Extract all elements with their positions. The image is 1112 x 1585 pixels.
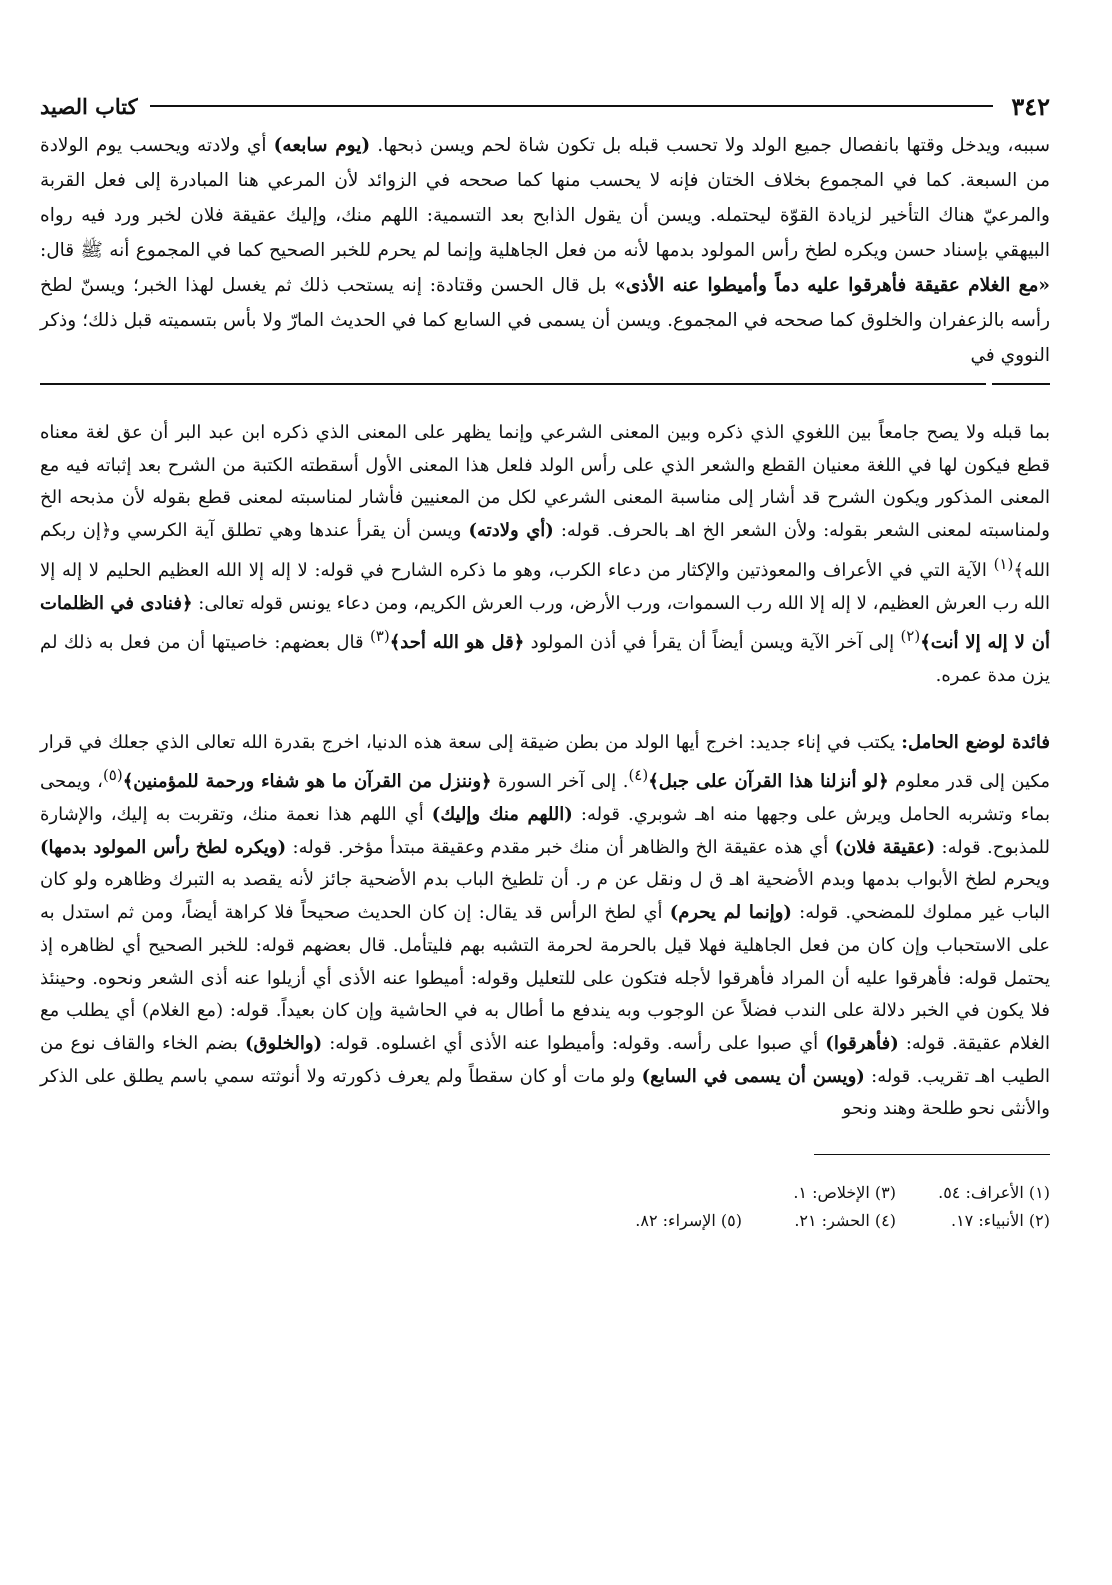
text-run: ولو مات أو كان سقطاً ولم يعرف ذكورته ولا أنوثته سمي باسم يطلق على الذكر والأنثى نحو طلحة وهند ونحو [40,1065,1050,1120]
bold-term: (اللهم منك وإليك) [431,804,573,826]
footnote-ref: (٣) [369,627,390,646]
footnote-2: (٢) الأنبياء: ١٧. [950,1211,1050,1231]
text-run: ، ويمحى بماء وتشربه الحامل ويرش على وجهها منه اهـ شوبري. قوله: [40,771,1050,826]
text-run: سببه، ويدخل وقتها بانفصال جميع الولد ولا تحسب قبله بل تكون شاة لحم ويسن ذبحها. [370,135,1050,156]
footnote-row [40,1207,1050,1235]
book-title: كتاب الصيد [40,93,138,119]
bold-quran-quote: ﴿فنادى في الظلمات أن لا إله إلا أنت﴾ [40,592,1050,654]
header-rule [150,105,994,107]
main-paragraph [40,128,1050,373]
footnote-ref: (٢) [900,627,921,646]
page [40,86,1050,1235]
footnote-5: (٥) الإسراء: ٨٢. [635,1211,742,1231]
benefit-paragraph [40,727,1050,1126]
page-number: ٣٤٢ [1011,91,1050,121]
text-run: بضم الخاء والقاف نوع من الطيب اهـ تقريب. قوله: [40,1032,1050,1087]
footnote-ref: (٥) [102,766,123,785]
text-run: أي ولادته ويحسب يوم الولادة من السبعة. كما في المجموع بخلاف الختان فإنه لا يحسب منها كما صححه في الزوائد لأن المرعي هنا المبادرة إلى فعل القربة والمرعيّ هناك التأخير لزيادة القوّة ليحتمله. ويسن أن يقول الذابح بعد التسمية: اللهم منك، وإليك عقيقة فلان لخبر ورد فيه رواه البيهقي بإسناد حسن ويكره لطخ رأس المولود بدمها لأنه من فعل الجاهلية وإنما لم يحرم للخبر الصحيح كما في المجموع أنه ﷺ قال: [40,135,1050,261]
bold-term: (ويكره لطخ رأس المولود بدمها) [40,836,287,858]
footnote-3: (٣) الإخلاص: ١. [793,1183,896,1203]
text-run: . إلى آخر السورة [491,771,629,793]
text-run: أي صبوا على رأسه. وقوله: وأميطوا عنه الأذى أي اغسلوه. قوله: [322,1032,826,1054]
bold-term: (أي ولادته) [468,520,554,542]
footnote-row [40,1179,1050,1207]
bold-term: (فأهرقوا) [825,1032,899,1054]
text-run: أي هذه عقيقة الخ والظاهر أن منك خبر مقدم وعقيقة مبتدأ مؤخر. قوله: [286,836,835,858]
bold-quran-quote: ﴿قل هو الله أحد﴾ [389,632,525,654]
bold-term: (يوم سابعه) [273,135,371,156]
footnote-1: (١) الأعراف: ٥٤. [938,1183,1050,1203]
footnote-4: (٤) الحشر: ٢١. [794,1211,896,1231]
text-run: بما قبله ولا يصح جامعاً بين اللغوي الذي ذكره وبين المعنى الشرعي وإنما يظهر على المعنى الذي ذكره ابن عبد البر أن عق لغة معناه قطع فيكون لها في اللغة معنيان القطع والشعر الذي على رأس الولد فلعل هذا المعنى الأول أسقطته الكتبة من الشرح بعد إثباته فيه مع المعنى المذكور ويكون الشرح قد أشار إلى مناسبة المعنى الشرعي لكل من المعنيين فأشار لمناسبته لمعنى قطع بقوله لأن مذبحه الخ ولمناسبته لمعنى الشعر بقوله: ولأن الشعر الخ اهـ بالحرف. قوله: [40,422,1050,542]
commentary-block [40,417,1050,693]
bold-term: (ويسن أن يسمى في السابع) [641,1065,865,1087]
benefit-block [40,727,1050,1126]
text-run: الآية التي في الأعراف والمعوذتين والإكثار من دعاء الكرب، وهو ما ذكره الشارح في قوله: لا إله إلا الله العظيم الحليم لا إله إلا الله رب العرش العظيم، لا إله إلا الله رب السموات، ورب الأرض، ورب العرش الكريم، ومن دعاء يونس قوله تعالى: [40,559,1051,614]
footnote-ref: (١) [993,554,1014,573]
bold-heading: فائدة لوضع الحامل: [901,731,1050,753]
footnotes [40,1179,1050,1235]
bold-term: (وإنما لم يحرم) [669,902,792,924]
text-run: يكتب في إناء جديد: اخرج أيها الولد من بطن ضيقة إلى سعة هذه الدنيا، اخرج بقدرة الله تعالى الذي جعلك في قرار مكين إلى قدر معلوم [40,731,1050,793]
bold-hadith-quote: «مع الغلام عقيقة فأهرقوا عليه دماً وأميطوا عنه الأذى» [614,275,1050,296]
bold-quran-quote: ﴿وننزل من القرآن ما هو شفاء ورحمة للمؤمنين﴾ [122,771,492,793]
main-text-block [40,128,1050,373]
text-run: قال بعضهم: خاصيتها أن من فعل به ذلك لم يزن مدة عمره. [40,632,1050,686]
text-run: ويحرم لطخ الأبواب بدمها وبدم الأضحية اهـ ق ل ونقل عن م ر. أن تلطيخ الباب بدم الأضحية جائز لأنه يقصد به التبرك وظاهره ولو كان الباب غير مملوك للمضحي. قوله: [40,869,1050,924]
footnote-rule [814,1154,1050,1155]
text-run: بل قال الحسن وقتادة: إنه يستحب ذلك ثم يغسل لهذا الخبر؛ ويسنّ لطخ رأسه بالزعفران والخلوق كما صححه في المجموع. ويسن أن يسمى في السابع كما في الحديث المارّ ولا بأس بتسميته قبل ذلك؛ وذكر النووي في [40,275,1050,366]
bold-term: (والخلوق) [245,1032,323,1054]
commentary-paragraph [40,417,1050,693]
text-run: أي اللهم هذا نعمة منك، وتقربت به إليك، والإشارة للمذبوح. قوله: [40,804,1050,858]
bold-quran-quote: ﴿لو أنزلنا هذا القرآن على جبل﴾ [648,771,889,793]
section-divider [40,383,1050,385]
text-run: إلى آخر الآية ويسن أيضاً أن يقرأ في أذن المولود [524,632,901,654]
page-header [40,86,1050,126]
footnote-ref: (٤) [628,766,649,785]
text-run: ويسن أن يقرأ عندها وهي تطلق آية الكرسي و﴿إن ربكم الله﴾ [40,520,1050,581]
text-run: أي لطخ الرأس قد يقال: إن كان الحديث صحيحاً فلا كراهة أيضاً، ومن ثم استدل به على الاستحباب وإن كان من فعل الجاهلية فهلا قيل بالحرمة لحرمة التشبه بهم فليتأمل. قال بعضهم قوله: للخبر الصحيح أي لظاهره إذ يحتمل قوله: فأهرقوا عليه أن المراد فأهرقوا لأجله فتكون على للتعليل وقوله: أميطوا عنه الأذى أي أزيلوا عنه أذى الشعر ونحوه. وحينئذ فلا يكون في الخبر دلالة على الندب فضلاً عن الوجوب وبه يندفع ما أطال به في الحاشية وإن كان بعيداً. قوله: (مع الغلام) أي يطلب مع الغلام عقيقة. قوله: [40,902,1050,1054]
bold-term: (عقيقة فلان) [834,836,936,858]
